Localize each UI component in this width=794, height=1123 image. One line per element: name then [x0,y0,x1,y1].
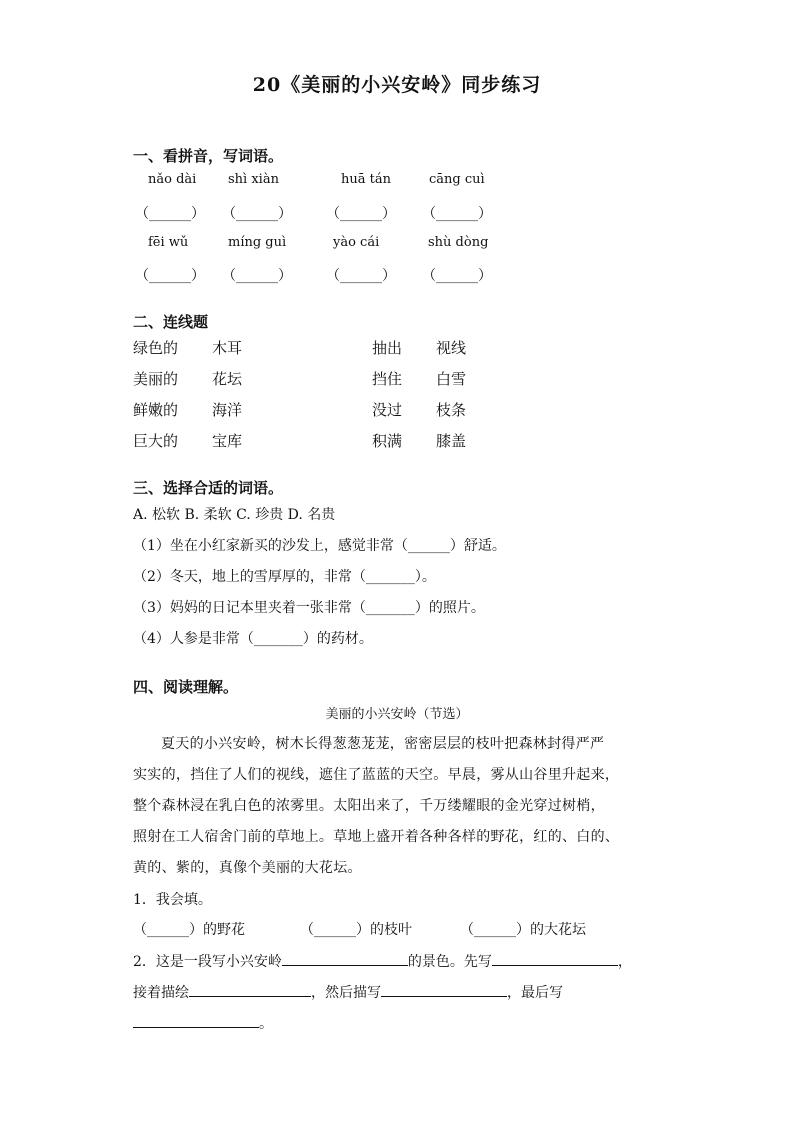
question-3-1[interactable]: （1）坐在小红家新买的沙发上，感觉非常（______）舒适。 [133,538,506,554]
match-right-b-2[interactable]: 白雪 [436,370,467,388]
passage-line-2: 实实的，挡住了人们的视线，遮住了蓝蓝的天空。早晨，雾从山谷里升起来， [133,767,620,783]
answer-blank-6[interactable]: （______） [222,268,292,284]
question-3-2[interactable]: （2）冬天，地上的雪厚厚的，非常（_______）。 [133,569,436,585]
page-title: 20《美丽的小兴安岭》同步练习 [252,74,542,96]
question-4-1-label: 1．我会填。 [133,892,212,908]
passage-line-5: 黄的、紫的，真像个美丽的大花坛。 [133,860,362,876]
q2-blank-5[interactable] [133,1013,259,1028]
question-4-2-line-3 [133,1013,273,1033]
pinyin-1: nǎo dài [148,172,197,187]
passage-line-3: 整个森林浸在乳白色的浓雾里。太阳出来了，千万缕耀眼的金光穿过树梢， [133,798,605,814]
match-left-a-1[interactable]: 绿色的 [133,339,179,357]
q2-text-f: ，最后写 [507,985,563,1001]
answer-blank-4[interactable]: （______） [422,206,492,222]
match-right-a-1[interactable]: 抽出 [372,339,403,357]
q2-text-g: 。 [259,1016,273,1032]
section-2-heading: 二、连线题 [133,313,209,331]
question-3-3[interactable]: （3）妈妈的日记本里夹着一张非常（_______）的照片。 [133,600,485,616]
pinyin-3: huā tán [341,172,391,187]
section-3-heading: 三、选择合适的词语。 [133,479,284,497]
pinyin-8: shù dòng [428,235,489,250]
q2-blank-4[interactable] [381,982,507,997]
answer-blank-2[interactable]: （______） [222,206,292,222]
passage-line-1: 夏天的小兴安岭，树木长得葱葱茏茏，密密层层的枝叶把森林封得严严 [161,736,605,752]
passage-title: 美丽的小兴安岭（节选） [325,707,469,722]
answer-blank-3[interactable]: （______） [326,206,396,222]
match-left-b-3[interactable]: 海洋 [212,401,243,419]
q2-text-d: 接着描绘 [133,985,189,1001]
q2-text-b: 的景色。先写 [407,954,492,970]
match-left-b-4[interactable]: 宝库 [212,432,243,450]
pinyin-2: shì xiàn [228,172,279,187]
match-right-a-3[interactable]: 没过 [372,401,403,419]
match-right-b-3[interactable]: 枝条 [436,401,467,419]
fill-blank-1[interactable]: （______）的野花 [133,922,245,938]
answer-blank-8[interactable]: （______） [422,268,492,284]
answer-blank-5[interactable]: （______） [135,268,205,284]
q2-blank-2[interactable] [492,951,618,966]
answer-blank-1[interactable]: （______） [135,206,205,222]
section-1-heading: 一、看拼音，写词语。 [133,147,284,165]
pinyin-4: cāng cuì [429,172,485,187]
match-right-b-4[interactable]: 膝盖 [436,432,467,450]
match-right-a-4[interactable]: 积满 [372,432,403,450]
question-4-2-line-1 [133,951,632,971]
match-right-a-2[interactable]: 挡住 [372,370,403,388]
match-left-a-3[interactable]: 鲜嫩的 [133,401,179,419]
match-right-b-1[interactable]: 视线 [436,339,467,357]
choice-options: A. 松软 B. 柔软 C. 珍贵 D. 名贵 [133,507,336,523]
q2-text-a: 2．这是一段写小兴安岭 [133,954,282,970]
fill-blank-3[interactable]: （______）的大花坛 [460,922,586,938]
answer-blank-7[interactable]: （______） [326,268,396,284]
section-4-heading: 四、阅读理解。 [133,678,239,696]
q2-text-e: ，然后描写 [311,985,381,1001]
passage-line-4: 照射在工人宿舍门前的草地上。草地上盛开着各种各样的野花，红的、白的、 [133,829,620,845]
match-left-b-1[interactable]: 木耳 [212,339,243,357]
q2-text-c: ， [617,954,632,970]
question-4-2-line-2 [133,982,563,1002]
fill-blank-2[interactable]: （______）的枝叶 [300,922,412,938]
pinyin-6: míng guì [228,235,287,250]
q2-blank-1[interactable] [282,951,408,966]
q2-blank-3[interactable] [189,982,311,997]
match-left-b-2[interactable]: 花坛 [212,370,243,388]
pinyin-7: yào cái [333,235,380,250]
question-3-4[interactable]: （4）人参是非常（_______）的药材。 [133,631,373,647]
match-left-a-4[interactable]: 巨大的 [133,432,179,450]
pinyin-5: fēi wǔ [148,235,189,250]
match-left-a-2[interactable]: 美丽的 [133,370,179,388]
